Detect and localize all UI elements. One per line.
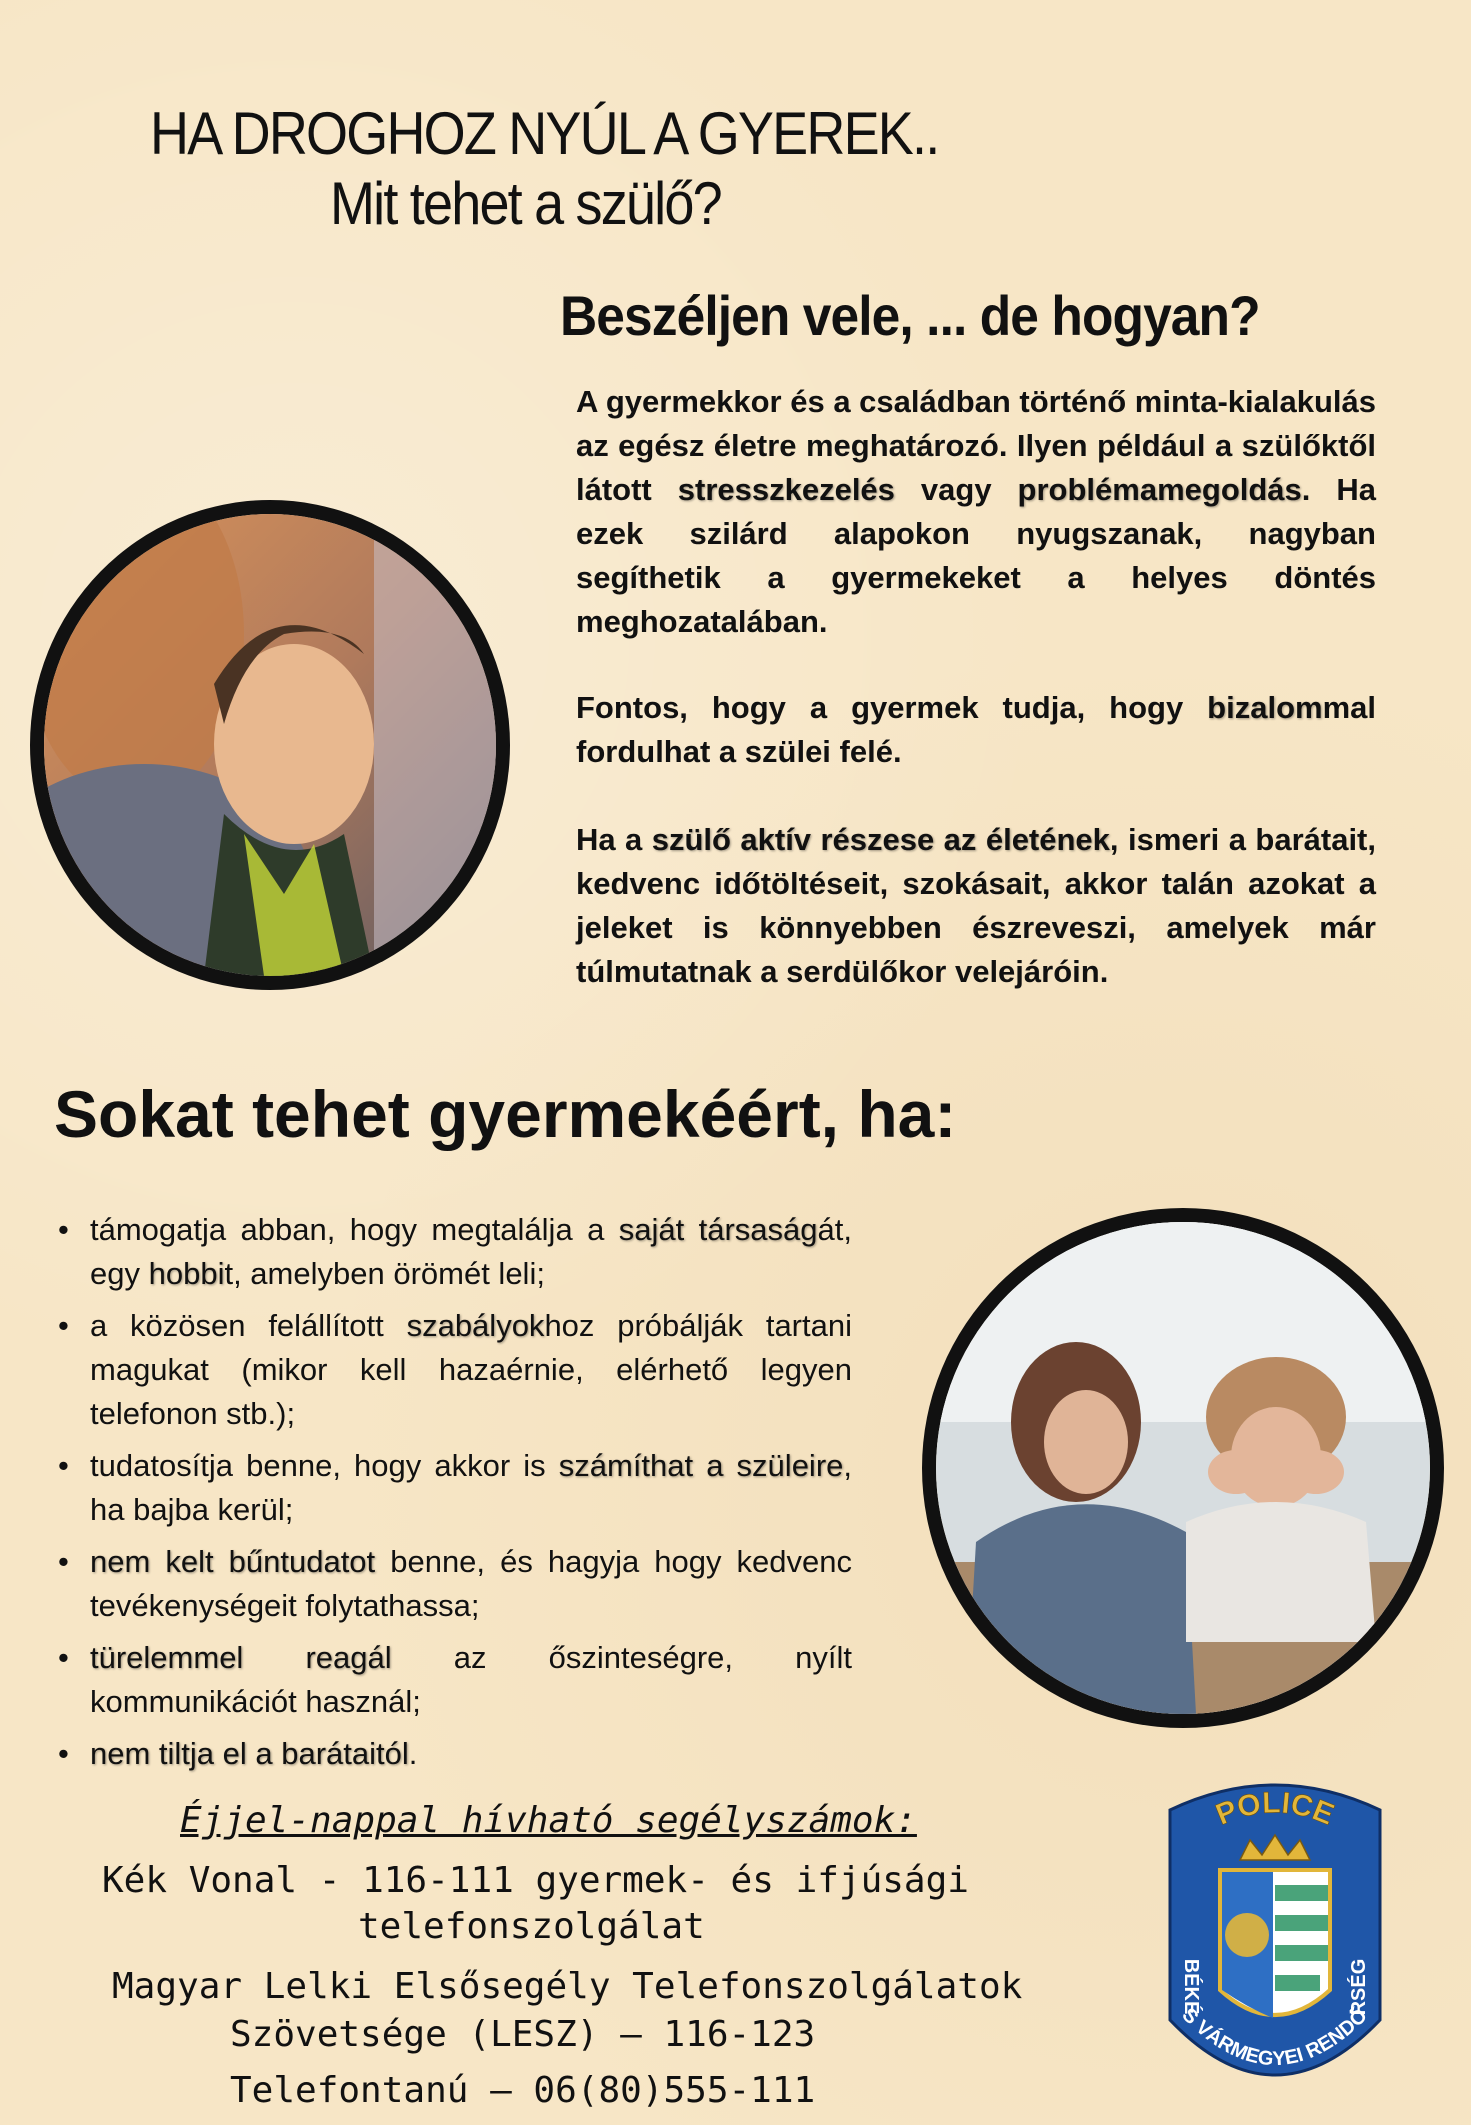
paragraph-3 — [576, 818, 1376, 994]
bullet: • — [58, 1736, 69, 1771]
police-badge — [1150, 1770, 1400, 2120]
highlight: bizalom — [1207, 690, 1323, 725]
photo-boy-circle — [30, 500, 510, 990]
bullet: • — [58, 1640, 69, 1675]
section1-heading: Beszéljen vele, ... de hogyan? — [560, 284, 1260, 347]
photo-boy — [44, 514, 496, 976]
tips-list — [52, 1208, 852, 1784]
helpline-kek-vonal: Kék Vonal - 116-111 gyermek- és ifjúsági — [102, 1860, 969, 1901]
bullet: • — [58, 1448, 69, 1483]
photo-mother-child — [936, 1222, 1430, 1714]
text: Ha a — [576, 822, 652, 857]
highlight: szabályok — [406, 1308, 545, 1343]
highlight: problémamegoldás — [1017, 472, 1302, 507]
text: benne, és hagyja hogy kedvenc tevékenységeit folytathassa; — [90, 1544, 853, 1623]
text: az őszinteségre, nyílt kommunikációt használ; — [90, 1640, 852, 1719]
paragraph-1 — [576, 380, 1376, 644]
helpline-kek-vonal-cont: telefonszolgálat — [358, 1906, 705, 1947]
text: . Ha ezek szilárd alapokon nyugszanak, nagyban segíthetik a gyermekeket a helyes döntés meghozatalában. — [576, 472, 1377, 639]
text: , ha bajba kerül; — [90, 1448, 853, 1527]
text: át, egy — [90, 1212, 852, 1291]
helpline-telefontanu: Telefontanú – 06(80)555-111 — [230, 2070, 816, 2111]
helplines-title: Éjjel-nappal hívható segélyszámok: — [180, 1800, 917, 1841]
text: vagy — [894, 472, 1018, 507]
title-line-2: Mit tehet a szülő? — [330, 170, 721, 237]
highlight: nem tiltja el a barátaitól — [90, 1736, 409, 1771]
highlight: szülő aktív részese az életének — [651, 822, 1110, 857]
text: a közösen felállított — [90, 1308, 407, 1343]
highlight: nem kelt bűntudatot — [90, 1544, 376, 1579]
list-item — [52, 1540, 852, 1628]
bullet: • — [58, 1544, 69, 1579]
helpline-lesz: Magyar Lelki Elsősegély Telefonszolgálatok — [112, 1966, 1023, 2007]
highlight: hobbi — [148, 1256, 225, 1291]
text: támogatja abban, hogy megtalálja a — [90, 1212, 619, 1247]
text: t, amelyben örömét leli; — [224, 1256, 545, 1291]
photo-mother-child-circle — [922, 1208, 1444, 1728]
highlight: saját társaság — [618, 1212, 818, 1247]
list-item — [52, 1444, 852, 1532]
list-item — [52, 1636, 852, 1724]
list-item — [52, 1304, 852, 1436]
section2-heading: Sokat tehet gyermekéért, ha: — [54, 1077, 957, 1151]
text: , ismeri a barátait, kedvenc időtöltéseit, szokásait, akkor talán azokat a jeleket is könnyebben észreveszi, amelyek már túlmutatnak a serdülőkor velejáróin. — [576, 822, 1376, 989]
highlight: stresszkezelés — [677, 472, 895, 507]
text: hoz próbálják tartani magukat (mikor kell hazaérnie, elérhető legyen telefonon stb.); — [90, 1308, 852, 1431]
bullet: • — [58, 1212, 69, 1247]
text: Fontos, hogy a gyermek tudja, hogy — [576, 690, 1208, 725]
badge-top-text: POLICE — [1211, 1786, 1339, 1832]
helpline-lesz-cont: Szövetsége (LESZ) – 116-123 — [230, 2014, 816, 2055]
police-badge-icon — [1150, 1770, 1400, 2120]
list-item — [52, 1208, 852, 1296]
text: tudatosítja benne, hogy akkor is — [90, 1448, 559, 1483]
text: . — [408, 1736, 418, 1771]
paragraph-2 — [576, 686, 1376, 774]
text: mal fordulhat a szülei felé. — [576, 690, 1376, 769]
highlight: türelemmel reagál — [90, 1640, 392, 1675]
highlight: számíthat a szüleire — [558, 1448, 844, 1483]
text: A gyermekkor és a családban történő minta-kialakulás az egész életre meghatározó. Ilyen például a szülőktől látott — [576, 384, 1377, 507]
bullet: • — [58, 1308, 69, 1343]
badge-ring-text: BÉKÉS VÁRMEGYEI RENDŐRSÉG — [1177, 1958, 1372, 2071]
title-line-1: HA DROGHOZ NYÚL A GYEREK.. — [150, 100, 939, 167]
list-item — [52, 1732, 852, 1776]
